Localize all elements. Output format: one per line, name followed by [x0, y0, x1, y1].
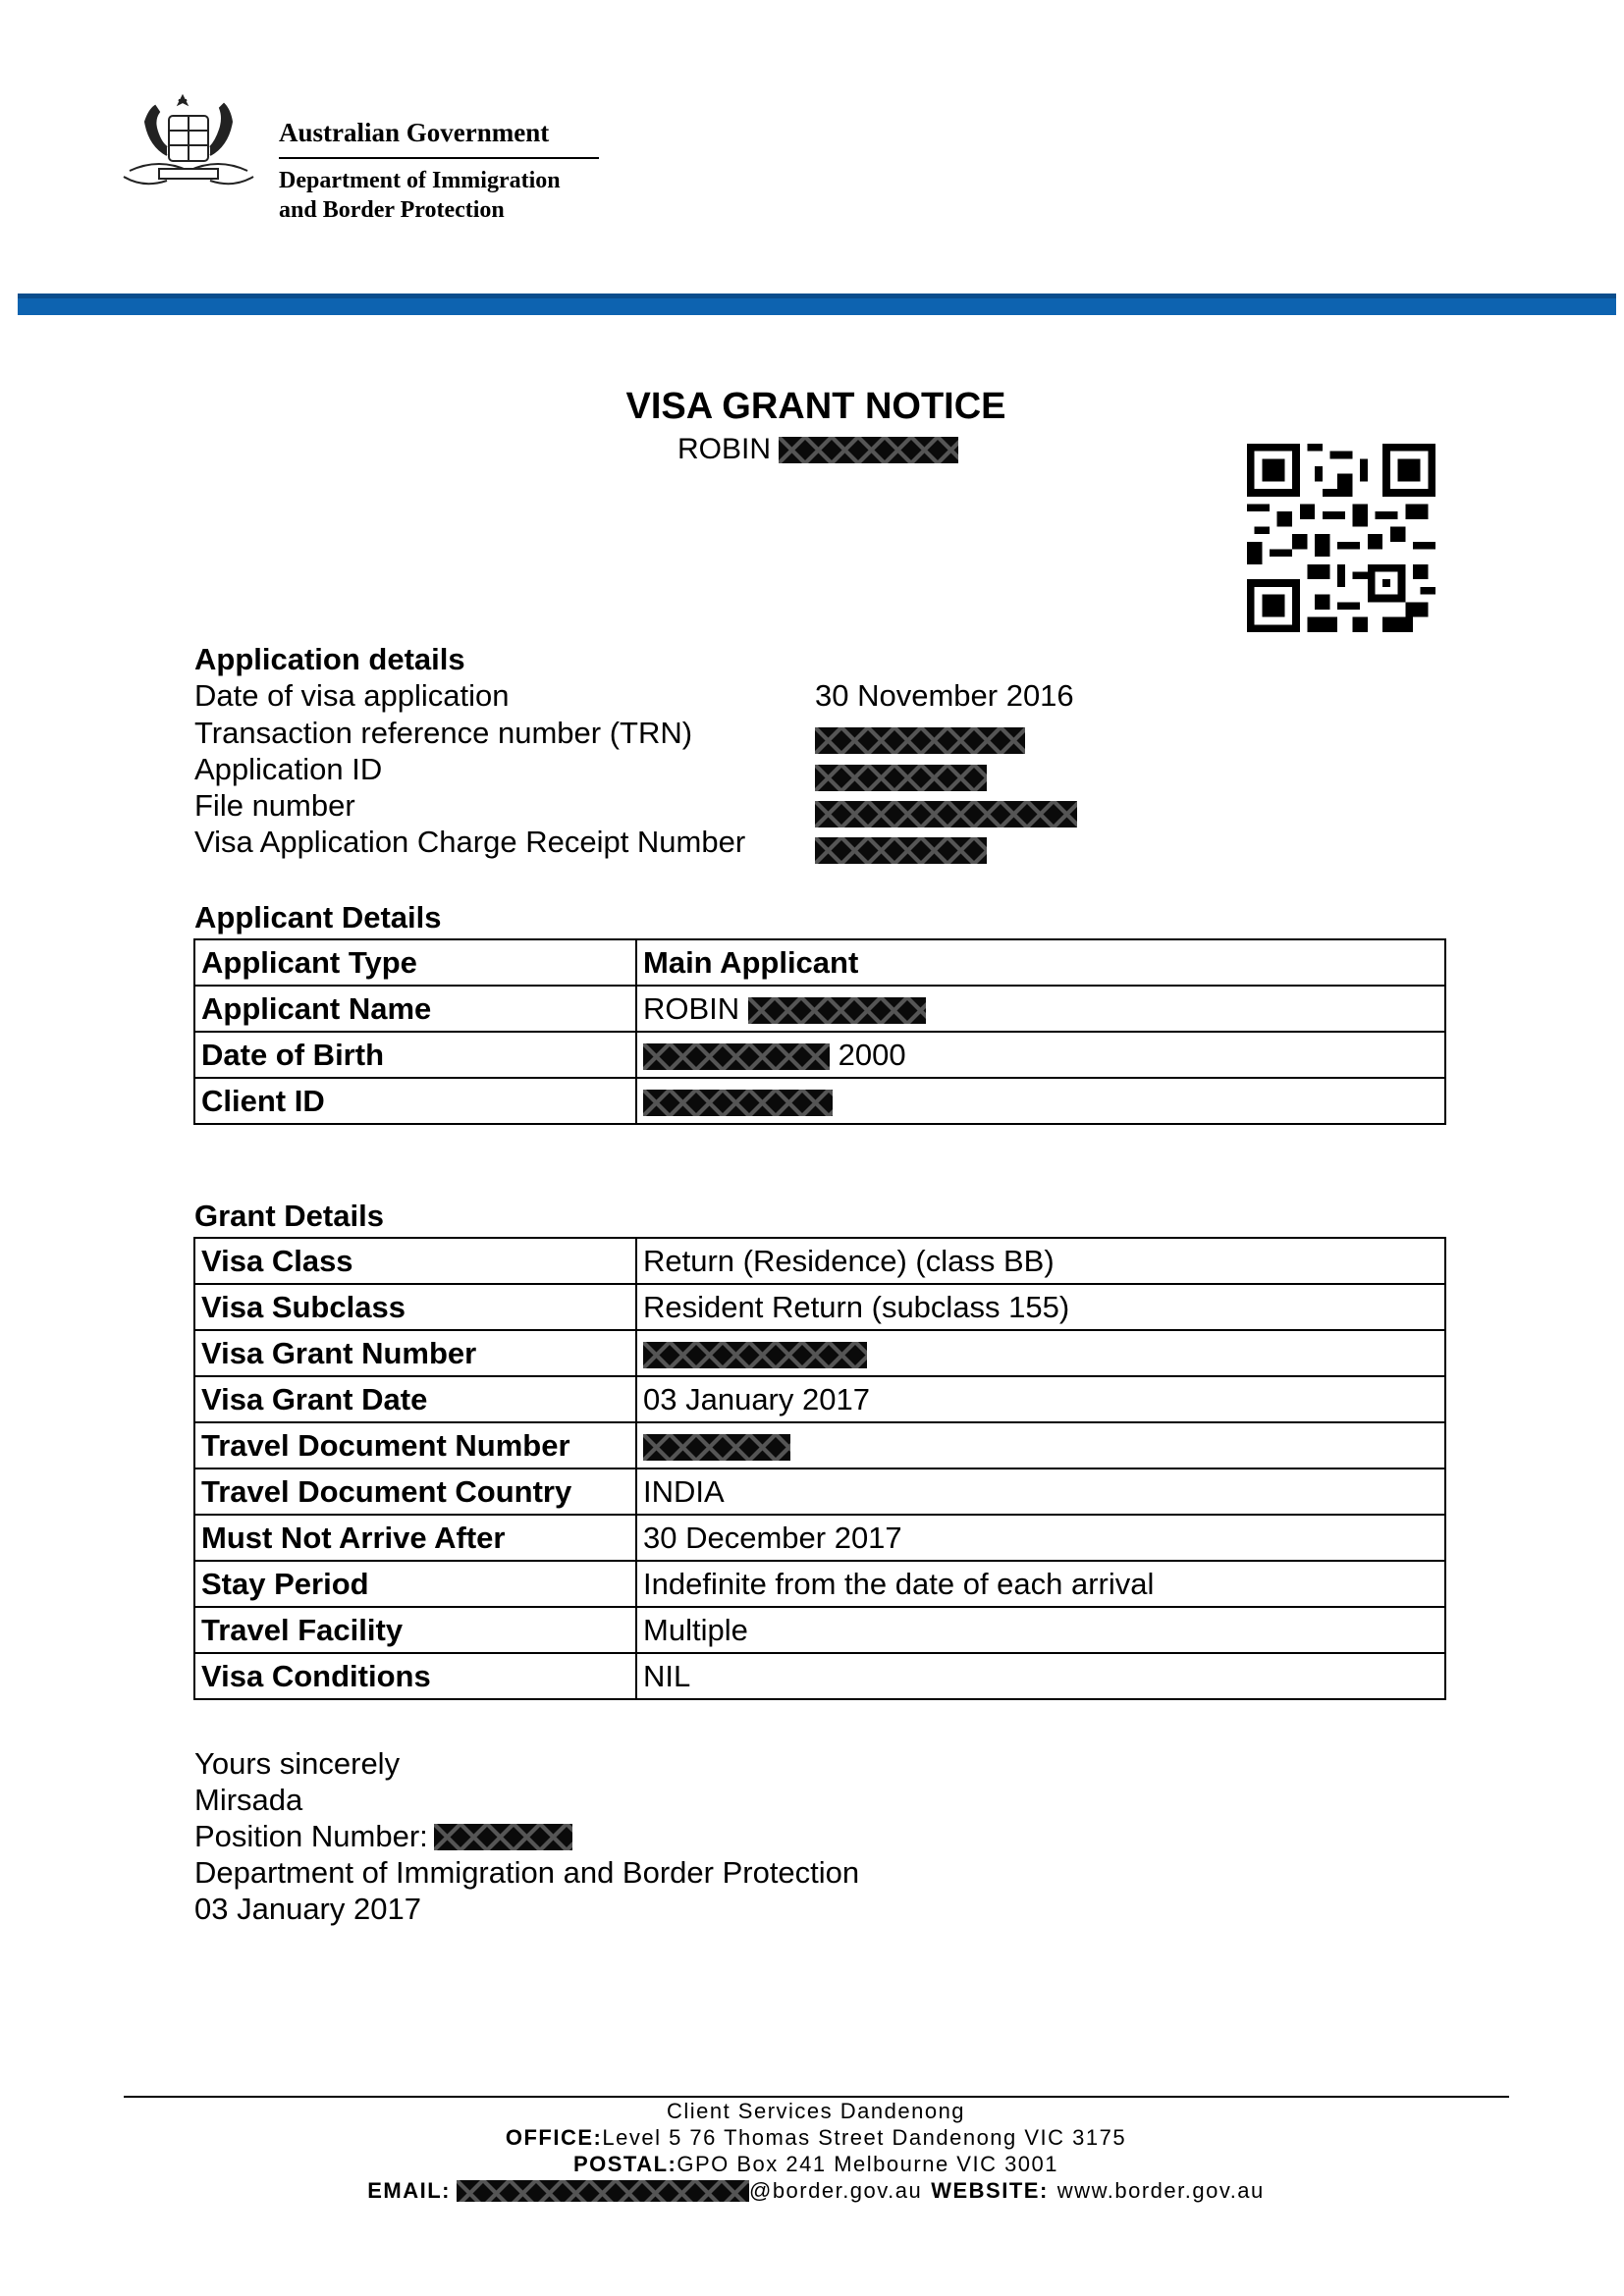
footer-contact — [0, 2178, 1624, 2204]
footer-email-domain: @border.gov.au — [748, 2178, 923, 2203]
label-file-number: File number — [194, 788, 355, 823]
redacted-application-id — [815, 765, 987, 791]
table-row — [194, 1330, 1445, 1376]
applicant-type-label: Applicant Type — [194, 939, 636, 986]
qr-code — [1247, 444, 1435, 632]
redacted-birth-day-month — [643, 1043, 830, 1070]
government-name: Australian Government — [279, 118, 550, 147]
redacted-visa-grant-number — [643, 1342, 867, 1368]
travel-document-country-label: Travel Document Country — [194, 1468, 636, 1515]
redacted-travel-document-number — [643, 1434, 790, 1461]
redacted-surname — [779, 437, 958, 463]
visa-subclass-value: Resident Return (subclass 155) — [636, 1284, 1445, 1330]
must-not-arrive-after-value: 30 December 2017 — [636, 1515, 1445, 1561]
redacted-trn — [815, 727, 1025, 754]
redacted-file-number — [815, 801, 1077, 828]
visa-grant-date-value: 03 January 2017 — [636, 1376, 1445, 1422]
table-row — [194, 1284, 1445, 1330]
must-not-arrive-after-label: Must Not Arrive After — [194, 1515, 636, 1561]
visa-class-label: Visa Class — [194, 1238, 636, 1284]
redacted-vac-receipt-number — [815, 837, 987, 864]
table-row — [194, 1032, 1445, 1078]
position-number-label: Position Number: — [194, 1819, 428, 1853]
applicant-type-value: Main Applicant — [636, 939, 1445, 986]
grant-details-table — [193, 1237, 1446, 1700]
date-of-birth-year: 2000 — [838, 1037, 906, 1072]
travel-document-country-value: INDIA — [636, 1468, 1445, 1515]
date-of-birth-label: Date of Birth — [194, 1032, 636, 1078]
table-row — [194, 1238, 1445, 1284]
redacted-email-user — [457, 2180, 749, 2202]
visa-class-value: Return (Residence) (class BB) — [636, 1238, 1445, 1284]
value-date-of-visa-application: 30 November 2016 — [815, 678, 1074, 713]
recipient-name — [677, 433, 958, 466]
stay-period-value: Indefinite from the date of each arrival — [636, 1561, 1445, 1607]
position-number — [194, 1819, 572, 1854]
footer-office-address: Level 5 76 Thomas Street Dandenong VIC 3175 — [602, 2125, 1127, 2150]
department-name-line2: and Border Protection — [279, 197, 505, 223]
visa-subclass-label: Visa Subclass — [194, 1284, 636, 1330]
header-divider — [279, 157, 599, 159]
applicant-name-cell — [636, 986, 1445, 1032]
client-id-cell — [636, 1078, 1445, 1124]
applicant-name-value: ROBIN — [643, 990, 740, 1026]
footer-office-name: Client Services Dandenong — [666, 2099, 966, 2123]
footer-website-label: WEBSITE: — [931, 2178, 1049, 2203]
signatory-department: Department of Immigration and Border Protection — [194, 1855, 860, 1890]
applicant-details-heading: Applicant Details — [194, 900, 442, 934]
client-id-label: Client ID — [194, 1078, 636, 1124]
label-trn: Transaction reference number (TRN) — [194, 716, 693, 750]
footer-office-label: OFFICE: — [505, 2125, 603, 2150]
label-application-id: Application ID — [194, 752, 383, 786]
footer-divider — [124, 2096, 1509, 2098]
page-title: VISA GRANT NOTICE — [625, 386, 1006, 427]
signatory-name: Mirsada — [194, 1783, 303, 1817]
header-blue-bar-edge — [18, 294, 1616, 298]
footer-postal-address: GPO Box 241 Melbourne VIC 3001 — [677, 2152, 1059, 2176]
label-date-of-visa-application: Date of visa application — [194, 678, 510, 713]
table-row — [194, 939, 1445, 986]
redacted-client-id — [643, 1090, 833, 1116]
date-of-birth-cell — [636, 1032, 1445, 1078]
table-row — [194, 1607, 1445, 1653]
table-row — [194, 1078, 1445, 1124]
coat-of-arms-logo — [110, 84, 267, 202]
table-row — [194, 1515, 1445, 1561]
footer-email-label: EMAIL: — [367, 2178, 451, 2203]
closing: Yours sincerely — [194, 1746, 401, 1781]
visa-conditions-label: Visa Conditions — [194, 1653, 636, 1699]
footer-website-link[interactable]: www.border.gov.au — [1056, 2178, 1265, 2203]
recipient-first-name: ROBIN — [677, 433, 772, 465]
table-row — [194, 1653, 1445, 1699]
footer-postal-label: POSTAL: — [572, 2152, 677, 2176]
visa-grant-number-label: Visa Grant Number — [194, 1330, 636, 1376]
application-details-heading: Application details — [194, 642, 465, 676]
department-name-line1: Department of Immigration — [279, 168, 561, 193]
signature-date: 03 January 2017 — [194, 1892, 421, 1926]
table-row — [194, 1376, 1445, 1422]
footer-office — [0, 2125, 1624, 2151]
table-row — [194, 986, 1445, 1032]
visa-conditions-value: NIL — [636, 1653, 1445, 1699]
travel-document-number-cell — [636, 1422, 1445, 1468]
travel-facility-label: Travel Facility — [194, 1607, 636, 1653]
table-row — [194, 1468, 1445, 1515]
travel-document-number-label: Travel Document Number — [194, 1422, 636, 1468]
applicant-name-label: Applicant Name — [194, 986, 636, 1032]
grant-details-heading: Grant Details — [194, 1199, 384, 1233]
footer-postal — [0, 2152, 1624, 2177]
visa-grant-date-label: Visa Grant Date — [194, 1376, 636, 1422]
applicant-details-table — [193, 938, 1446, 1125]
stay-period-label: Stay Period — [194, 1561, 636, 1607]
table-row — [194, 1561, 1445, 1607]
table-row — [194, 1422, 1445, 1468]
label-vac-receipt-number: Visa Application Charge Receipt Number — [194, 825, 746, 859]
redacted-position-number — [434, 1824, 572, 1850]
redacted-surname — [748, 997, 926, 1024]
visa-grant-number-cell — [636, 1330, 1445, 1376]
travel-facility-value: Multiple — [636, 1607, 1445, 1653]
